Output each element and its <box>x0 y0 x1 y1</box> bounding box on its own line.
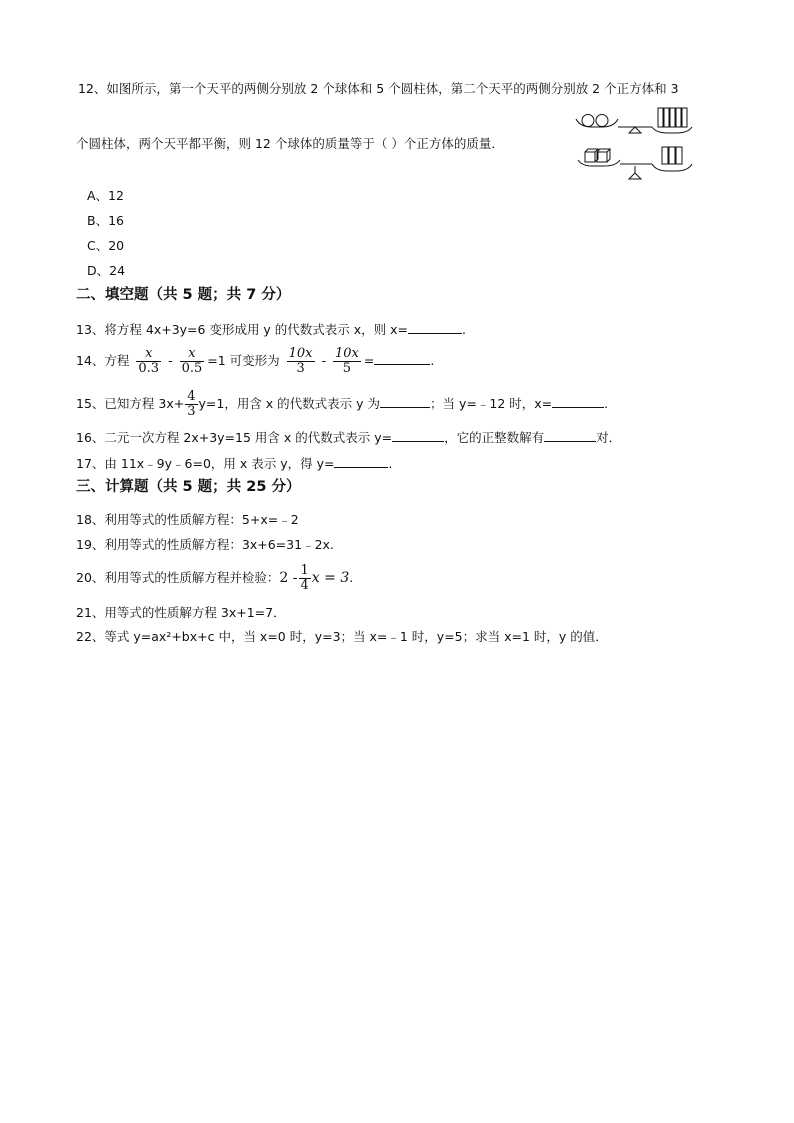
q15-mid2: ；当 y=﹣12 时，x= <box>430 396 553 411</box>
q14-fraction-1: $\frac{x}{0.3}$ <box>138 346 160 376</box>
q16-end: 对． <box>596 430 622 445</box>
q15-answer-blank-1[interactable] <box>380 394 430 408</box>
section3-title: 三、计算题（共 5 题；共 25 分） <box>76 479 301 495</box>
q12-line1: 12、如图所示，第一个天平的两侧分别放 2 个球体和 5 个圆柱体，第二个天平的两侧分别放 2 个正方体和 3 <box>78 81 679 96</box>
balance-scales-figure <box>572 104 696 184</box>
left-pan <box>578 160 620 166</box>
q14-prefix: 14、方程 <box>76 353 130 368</box>
q16-answer-blank-1[interactable] <box>392 428 444 442</box>
q13-answer-blank[interactable] <box>408 320 462 334</box>
q15-end: . <box>604 396 609 411</box>
section2-title: 二、填空题（共 5 题；共 7 分） <box>76 287 291 303</box>
sphere-icon <box>582 115 594 127</box>
q16 <box>76 428 621 447</box>
cylinder-icon <box>676 108 681 127</box>
cylinder-icon <box>676 147 682 164</box>
q22: 22、等式 y=ax²+bx+c 中，当 x=0 时，y=3；当 x=﹣1 时，y=5；求当 x=1 时，y 的值． <box>76 629 608 644</box>
q14-minus-1: - <box>168 353 173 368</box>
q14-minus-2: - <box>321 353 327 368</box>
q20-eq-left: 2 - <box>279 570 298 586</box>
q20-end: . <box>349 570 354 585</box>
cylinder-icon <box>664 108 669 127</box>
q12-option-b: B、16 <box>87 213 124 228</box>
fulcrum-icon <box>629 127 641 133</box>
q12-option-a: A、12 <box>87 188 124 203</box>
q17-prefix: 17、由 11x﹣9y﹣6=0，用 x 表示 y，得 y= <box>76 456 335 471</box>
q16-mid: ，它的正整数解有 <box>444 430 545 445</box>
q13-text: 13、将方程 4x+3y=6 变形成用 y 的代数式表示 x，则 x= <box>76 322 409 337</box>
cube-icon <box>585 152 595 162</box>
sphere-icon <box>596 115 608 127</box>
q17-answer-blank[interactable] <box>334 454 388 468</box>
q12-option-c: C、20 <box>87 238 125 253</box>
q15 <box>76 388 608 420</box>
q20-fraction: $\frac{1}{4}$ <box>300 563 309 593</box>
q21: 21、用等式的性质解方程 3x+1=7． <box>76 605 286 620</box>
q20-eq-right: x = 3 <box>311 570 350 586</box>
q20-prefix: 20、利用等式的性质解方程并检验： <box>76 570 280 585</box>
q14-fraction-4: $\frac{10x}{5}$ <box>335 346 359 376</box>
right-pan <box>652 127 692 133</box>
q13 <box>76 320 466 339</box>
cylinder-icon <box>662 147 668 164</box>
q14-eq: = <box>363 353 375 368</box>
cylinder-icon <box>670 108 675 127</box>
q20 <box>76 562 353 594</box>
q12-line2: 个圆柱体，两个天平都平衡，则 12 个球体的质量等于（ ）个正方体的质量． <box>76 136 504 151</box>
right-pan <box>652 164 692 171</box>
q14-fraction-2: $\frac{x}{0.5}$ <box>181 346 203 376</box>
q12-option-d: D、24 <box>87 263 126 278</box>
fulcrum-icon <box>629 173 641 179</box>
q16-answer-blank-2[interactable] <box>544 428 596 442</box>
q16-prefix: 16、二元一次方程 2x+3y=15 用含 x 的代数式表示 y= <box>76 430 393 445</box>
q14-fraction-3: $\frac{10x}{3}$ <box>288 346 313 376</box>
q15-answer-blank-2[interactable] <box>552 394 604 408</box>
cylinder-icon <box>682 108 687 127</box>
q14-mid: =1 可变形为 <box>207 353 280 368</box>
q15-mid: y=1，用含 x 的代数式表示 y 为 <box>198 396 381 411</box>
q14-answer-blank[interactable] <box>374 351 430 365</box>
q14 <box>76 345 434 377</box>
q13-end: . <box>462 322 466 337</box>
q15-prefix: 15、已知方程 3x+ <box>76 396 185 411</box>
q14-end: . <box>430 353 435 368</box>
q18: 18、利用等式的性质解方程：5+x=﹣2 <box>76 512 299 527</box>
cylinder-icon <box>658 108 663 127</box>
q17-end: . <box>388 456 393 471</box>
cylinder-icon <box>669 147 675 164</box>
balance-scale-1 <box>576 108 692 133</box>
q19: 19、利用等式的性质解方程：3x+6=31﹣2x. <box>76 537 334 552</box>
balance-scale-2 <box>578 147 692 179</box>
q15-fraction: $\frac{4}{3}$ <box>187 389 196 419</box>
q17 <box>76 454 392 473</box>
